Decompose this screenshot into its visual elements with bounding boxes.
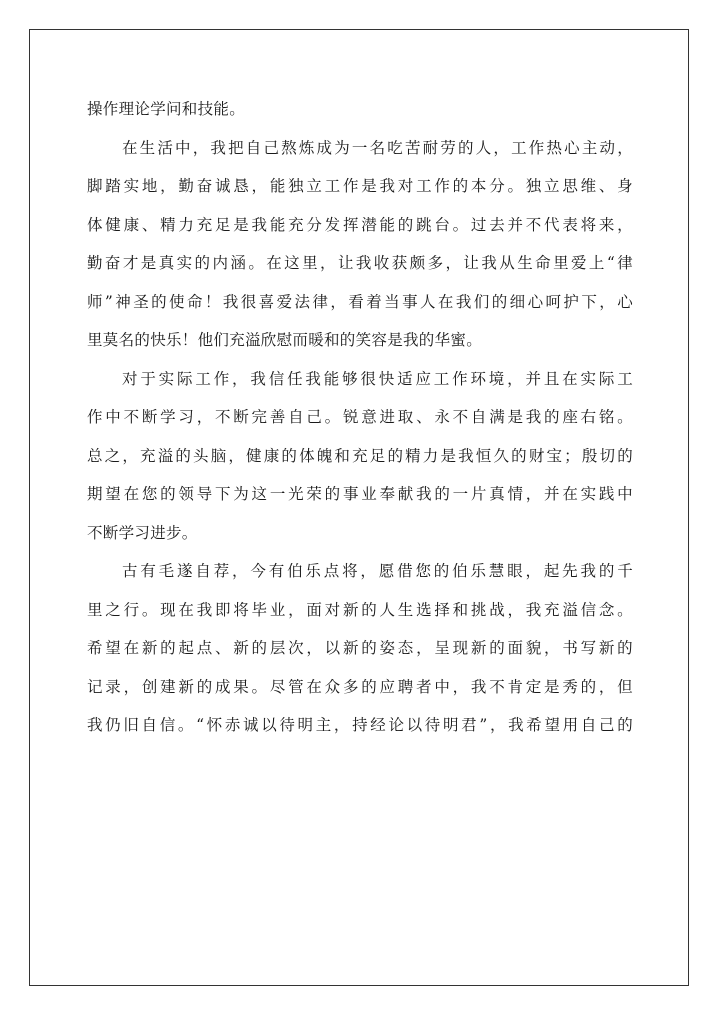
text-line: 师”神圣的使命！我很喜爱法律，看着当事人在我们的细心呵护下，心	[87, 292, 633, 311]
text-line: 期望在您的领导下为这一光荣的事业奉献我的一片真情，并在实践中	[87, 485, 633, 503]
text-line: 希望在新的起点、新的层次，以新的姿态，呈现新的面貌，书写新的	[87, 639, 633, 657]
text-line: 里之行。现在我即将毕业，面对新的人生选择和挑战，我充溢信念。	[87, 600, 633, 619]
text-line: 作中不断学习，不断完善自己。锐意进取、永不自满是我的座右铭。	[87, 408, 633, 426]
text-line: 体健康、精力充足是我能充分发挥潜能的跳台。过去并不代表将来，	[87, 215, 633, 234]
text-line: 勤奋才是真实的内涵。在这里，让我收获颇多，让我从生命里爱上“律	[87, 254, 633, 272]
text-line: 操作理论学问和技能。	[87, 100, 246, 118]
text-line: 我仍旧自信。“怀赤诚以待明主，持经论以待明君”，我希望用自己的	[87, 716, 633, 734]
text-line: 在生活中，我把自己熬炼成为一名吃苦耐劳的人，工作热心主动，	[122, 138, 633, 157]
text-line: 对于实际工作，我信任我能够很快适应工作环境，并且在实际工	[122, 369, 633, 388]
text-line: 不断学习进步。	[87, 523, 198, 542]
text-line: 记录，创建新的成果。尽管在众多的应聘者中，我不肯定是秀的，但	[87, 677, 633, 696]
text-line: 里莫名的快乐！他们充溢欣慰而暖和的笑容是我的华蜜。	[87, 331, 483, 349]
text-line: 总之，充溢的头脑，健康的体魄和充足的精力是我恒久的财宝；殷切的	[87, 446, 633, 465]
text-line: 脚踏实地，勤奋诚恳，能独立工作是我对工作的本分。独立思维、身	[87, 177, 633, 195]
text-line: 古有毛遂自荐，今有伯乐点将，愿借您的伯乐慧眼，起先我的千	[122, 562, 633, 580]
document-body	[87, 90, 633, 745]
